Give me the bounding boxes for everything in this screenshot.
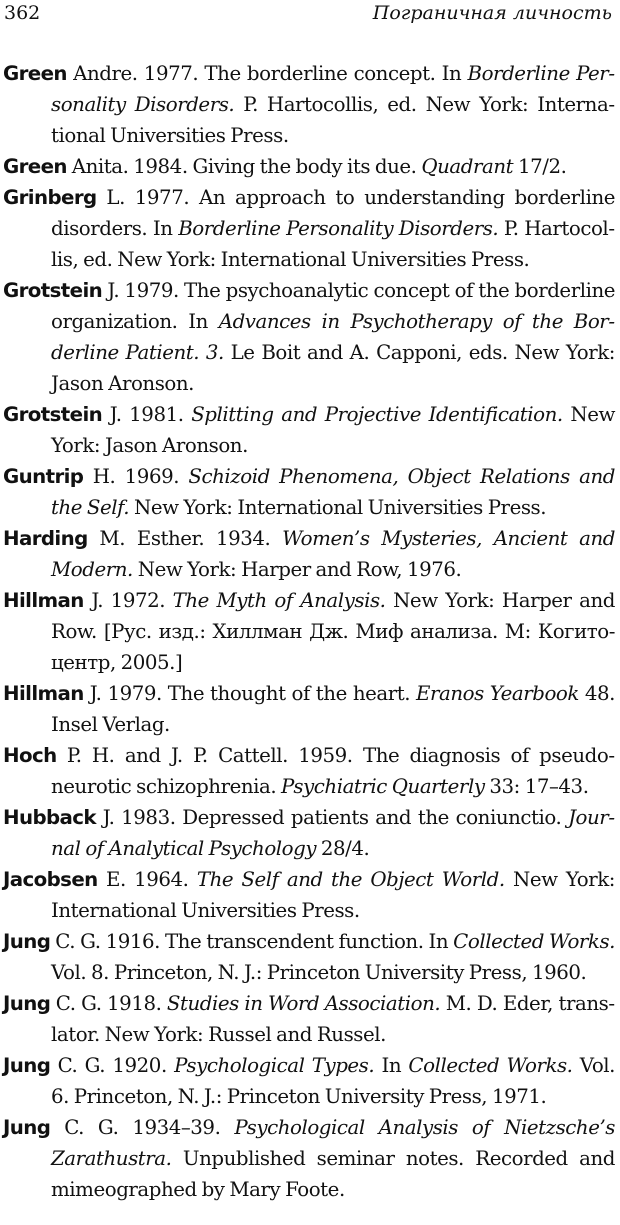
reference-author: Green — [3, 155, 67, 178]
reference-text: Andre. 1977. The borderline concept. In — [66, 62, 468, 85]
reference-entry — [3, 399, 615, 461]
reference-author: Guntrip — [3, 465, 84, 488]
reference-title: Quadrant — [421, 155, 514, 178]
reference-entry — [3, 523, 615, 585]
reference-text: J. 1981. — [102, 403, 192, 426]
reference-author: Grinberg — [3, 186, 97, 209]
reference-entry — [3, 926, 615, 988]
reference-entry — [3, 1050, 615, 1112]
reference-entry — [3, 1112, 615, 1205]
reference-title: Borderline Personality Disorders. — [178, 217, 499, 240]
reference-entry — [3, 802, 615, 864]
reference-title: Schizoid Phenomena, Object Relations and the Self. — [51, 465, 615, 519]
reference-title: Eranos Yearbook — [416, 682, 579, 705]
reference-entry — [3, 585, 615, 678]
reference-text: P. Hartocollis, ed. New York: International Universities Press. — [51, 217, 615, 271]
reference-text: New York: Jason Aronson. — [51, 403, 615, 457]
reference-text: Vol. 8. Princeton, N. J.: Princeton University Press, 1960. — [51, 961, 587, 984]
reference-title: The Self and the Object World. — [196, 868, 505, 891]
reference-author: Jacobsen — [3, 868, 98, 891]
reference-author: Grotstein — [3, 279, 103, 302]
reference-entry — [3, 275, 615, 399]
reference-author: Hillman — [3, 589, 84, 612]
reference-title: Splitting and Projective Identification. — [191, 403, 563, 426]
reference-author: Hoch — [3, 744, 57, 767]
reference-entry — [3, 151, 615, 182]
reference-list — [3, 58, 615, 1205]
reference-text: New York: Harper and Row. [Рус. изд.: Хиллман Дж. Миф анализа. М: Когито-центр, 2005.] — [51, 589, 615, 674]
reference-entry — [3, 461, 615, 523]
reference-text: Anita. 1984. Giving the body its due. — [66, 155, 422, 178]
reference-entry — [3, 988, 615, 1050]
reference-author: Jung — [3, 930, 51, 953]
reference-title: Collected Works. — [408, 1054, 573, 1077]
reference-text: J. 1983. Depressed patients and the coniunctio. — [96, 806, 569, 829]
reference-text: In — [374, 1054, 409, 1077]
reference-text: J. 1972. — [83, 589, 173, 612]
reference-text: L. 1977. An approach to understanding borderline disorders. In — [51, 186, 615, 240]
reference-text: M. D. Eder, translator. New York: Russel and Russel. — [51, 992, 615, 1046]
reference-text: New York: International Universities Press. — [51, 868, 615, 922]
reference-title: Women’s Mysteries, Ancient and Modern. — [51, 527, 616, 581]
reference-text: New York: International Universities Press. — [129, 496, 547, 519]
reference-title: Studies in Word Association. — [166, 992, 441, 1015]
reference-text: P. Hartocollis, ed. New York: International Universities Press. — [51, 93, 615, 147]
reference-title: Borderline Personality Disorders. — [51, 62, 615, 116]
reference-text: M. Esther. 1934. — [87, 527, 283, 550]
reference-author: Jung — [3, 992, 51, 1015]
reference-text: E. 1964. — [97, 868, 197, 891]
reference-text: 48. Insel Verlag. — [51, 682, 616, 736]
reference-text: 28/4. — [316, 837, 370, 860]
reference-entry — [3, 58, 615, 151]
reference-title: Advances in Psychotherapy of the Borderline Patient. 3. — [51, 310, 615, 364]
reference-text: C. G. 1934–39. — [50, 1116, 235, 1139]
reference-text: P. H. and J. P. Cattell. 1959. The diagnosis of pseudoneurotic schizophrenia. — [51, 744, 615, 798]
reference-text: Unpublished seminar notes. Recorded and mimeographed by Mary Foote. — [51, 1147, 615, 1201]
reference-text: J. 1979. The psychoanalytic concept of the borderline organization. In — [51, 279, 615, 333]
reference-author: Grotstein — [3, 403, 103, 426]
reference-author: Green — [3, 62, 67, 85]
reference-text: C. G. 1918. — [50, 992, 167, 1015]
page-header — [4, 0, 612, 34]
reference-entry — [3, 182, 615, 275]
reference-author: Harding — [3, 527, 88, 550]
reference-text: New York: Harper and Row, 1976. — [132, 558, 462, 581]
reference-entry — [3, 678, 615, 740]
reference-text: C. G. 1920. — [50, 1054, 175, 1077]
page-number: 362 — [4, 2, 41, 24]
reference-text: 33: 17–43. — [484, 775, 589, 798]
reference-text: C. G. 1916. The transcendent function. In — [50, 930, 454, 953]
reference-text: J. 1979. The thought of the heart. — [83, 682, 417, 705]
reference-title: Psychological Types. — [174, 1054, 375, 1077]
reference-title: Collected Works. — [453, 930, 615, 953]
reference-author: Hubback — [3, 806, 96, 829]
reference-text: Vol. 6. Princeton, N. J.: Princeton University Press, 1971. — [51, 1054, 615, 1108]
reference-text: 17/2. — [513, 155, 567, 178]
reference-title: Psychiatric Quarterly — [281, 775, 485, 798]
reference-text: Le Boit and A. Capponi, eds. New York: Jason Aronson. — [51, 341, 615, 395]
reference-entry — [3, 864, 615, 926]
reference-title: Journal of Analytical Psychology — [51, 806, 615, 860]
reference-title: The Myth of Analysis. — [172, 589, 386, 612]
reference-title: Psychological Analysis of Nietzsche’s Zarathustra. — [51, 1116, 615, 1170]
running-title: Пограничная личность — [372, 2, 612, 24]
reference-author: Hillman — [3, 682, 84, 705]
reference-text: H. 1969. — [83, 465, 189, 488]
reference-entry — [3, 740, 615, 802]
reference-author: Jung — [3, 1116, 51, 1139]
reference-author: Jung — [3, 1054, 51, 1077]
